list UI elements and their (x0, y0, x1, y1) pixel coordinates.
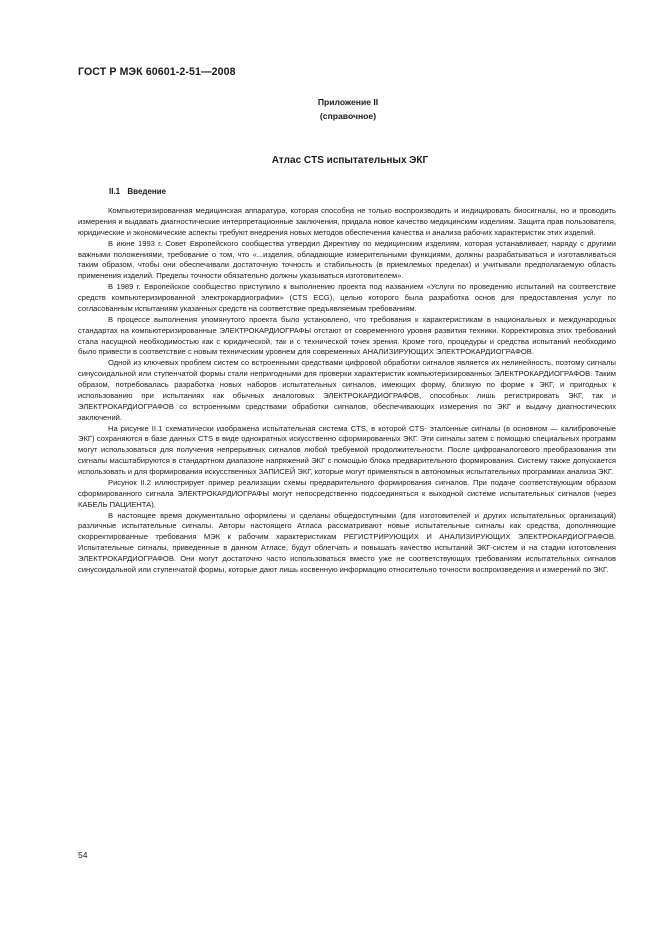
page-number: 54 (78, 850, 88, 860)
appendix-block (298, 95, 398, 123)
document-code: ГОСТ Р МЭК 60601-2-51—2008 (78, 66, 236, 78)
page-title: Атлас CTS испытательных ЭКГ (271, 155, 429, 166)
paragraph: В процессе выполнения упомянутого проекта было установлено, что требования к характеристикам в национальных и международных стандартах на компьютеризированные ЭЛЕКТРОКАРДИОГРАФЫ отстают от современного уровня развития техники. Корректировка этих требований стала насущной необходимостью как с юридической, так и с технической точек зрения. Кроме того, процедуры и средства испытаний необходимо было привести в соответствие с новым техническим уровнем для современных АНАЛИЗИРУЮЩИХ ЭЛЕКТРОКАРДИОГРАФОВ. (78, 314, 616, 357)
paragraph: В настоящее время документально оформлены и сделаны общедоступными (для изготовителей и других испытательных организаций) различные испытательные сигналы. Авторы настоящего Атласа рассматривают новые испытательные сигналы как средства, дополняющие скорректированные требования МЭК к рабочим характеристикам РЕГИСТРИРУЮЩИХ И АНАЛИЗИРУЮЩИХ ЭЛЕКТРОКАРДИОГРАФОВ. Испытательные сигналы, приведенные в данном Атласе, будут облегчать и повышать качество испытаний ЭКГ-систем и на стадии изготовления ЭЛЕКТРОКАРДИОГРАФОВ. Они могут достаточно часто использоваться вместо уже не соответствующих требованиям испытательных сигналов синусоидальной или ступенчатой формы, которые дают лишь косвенную информацию относительно точности воспроизведения и измерений по ЭКГ. (78, 510, 616, 574)
body-text (78, 206, 616, 576)
paragraph: В июне 1993 г. Совет Европейского сообщества утвердил Директиву по медицинским изделиям, которая устанавливает, наряду с другими важными положениями, требование о том, что «...изделия, обладающие измерительными функциями, должны разрабатываться и изготавливаться таким образом, чтобы они обеспечивали достаточную точность и стабильность (в приемлемых пределах) и учитывали предполагаемую область применения изделий. Пределы точности обязательно должны указываться изготовителем». (78, 238, 616, 281)
paragraph: Рисунок II.2 иллюстрирует пример реализации схемы предварительного формирования сигналов. При подаче соответствующим образом сформированного сигнала ЭЛЕКТРОКАРДИОГРАФЫ могут непосредственно подсоединяться к выходной системе испытательных сигналов (через КАБЕЛЬ ПАЦИЕНТА). (78, 477, 616, 509)
appendix-label: Приложение II (317, 97, 379, 107)
section-title: Введение (127, 187, 167, 196)
paragraph: Одной из ключевых проблем систем со встроенными средствами цифровой обработки сигналов является их нелинейность, поэтому сигналы синусоидальной или ступенчатой формы стали непригодными для проверки характеристик компьютеризированных ЭЛЕКТРОКАРДИОГРАФОВ. Таким образом, потребовалась разработка новых наборов испытательных сигналов, имеющих форму, близкую по форме к ЭКГ, и пригодных к использованию при испытаниях как обычных аналоговых ЭЛЕКТРОКАРДИОГРАФОВ, способных лишь регистрировать ЭКГ, так и ЭЛЕКТРОКАРДИОГРАФОВ со встроенными средствами обработки сигналов, обеспечивающих измерения по ЭКГ и выдачу диагностических заключений. (78, 358, 616, 422)
paragraph: В 1989 г. Европейское сообщество приступило к выполнению проекта под названием «Услуги по проведению испытаний на соответствие средств компьютеризированной электрокардиографии» (CTS ECG), целью которого была разработка основ для предоставления услуг по согласованным испытаниям указанных средств на соответствие предъявляемым требованиям. (78, 282, 616, 313)
section-heading (109, 187, 166, 196)
appendix-note: (справочное) (319, 111, 377, 121)
paragraph: Компьютеризированная медицинская аппаратура, которая способна не только воспроизводить и индицировать биосигналы, но и проводить измерения и выдавать диагностические интерпретационные заключения, придала новое качество медицинским изделиям. Защита прав пользователя, юридические и экономические аспекты требуют внедрения новых методов обеспечения качества и анализа рабочих характеристик этих изделий. (78, 206, 616, 237)
paragraph: На рисунке II.1 схематически изображена испытательная система CTS, в которой CTS- эталонные сигналы (в основном — калибровочные ЭКГ) сохраняются в базе данных CTS в виде однократных искусственно сформированных ЭКГ. Эти сигналы затем с помощью специальных программ могут использоваться для получения непрерывных сигналов любой требуемой продолжительности. После цифроаналогового преобразования эти сигналы масштабируются в стандартном диапазоне напряжений ЭКГ с помощью блока предварительного формирования. Систему также допускается использовать и для формирования искусственных ЗАПИСЕЙ ЭКГ, которые могут применяться в автономных испытательных программах анализа ЭКГ. (78, 423, 616, 476)
section-number: II.1 (109, 187, 121, 196)
